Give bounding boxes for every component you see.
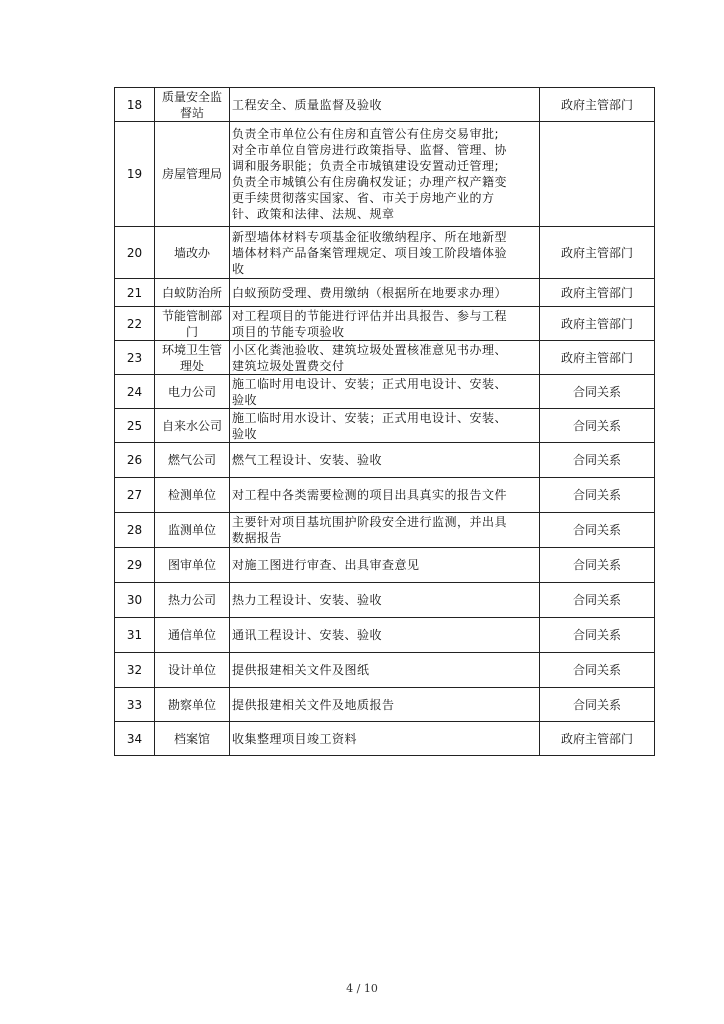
duty-text-line: 项目的节能专项验收: [232, 324, 345, 339]
duty-text-line: 收集整理项目竣工资料: [232, 731, 358, 746]
relationship-cell: 合同关系: [540, 653, 655, 688]
department-name-line: 墙改办: [173, 245, 210, 260]
relationship-cell: 政府主管部门: [540, 307, 655, 341]
relationship-cell: 政府主管部门: [540, 279, 655, 307]
department-cell: [155, 279, 230, 307]
department-cell: [155, 443, 230, 478]
duty-text-line: 热力工程设计、安装、验收: [232, 593, 383, 607]
department-cell: [155, 513, 230, 548]
row-number-cell: 22: [115, 307, 155, 341]
duty-text-line: 对工程项目的节能进行评估并出具报告、参与工程: [232, 308, 508, 323]
row-number-cell: 23: [115, 341, 155, 375]
relationship-cell: 合同关系: [540, 513, 655, 548]
duty-cell: [230, 341, 540, 375]
duty-cell: [230, 688, 540, 722]
relationship-cell: 合同关系: [540, 478, 655, 513]
duty-cell: [230, 478, 540, 513]
department-name-line: 电力公司: [167, 384, 216, 399]
row-number-cell: 29: [115, 548, 155, 583]
duty-text-line: 主要针对项目基坑围护阶段安全进行监测，并出具: [232, 515, 508, 529]
row-number-cell: 26: [115, 443, 155, 478]
table-row: [115, 122, 655, 227]
row-number-cell: 19: [115, 122, 155, 227]
duty-text-line: 针、政策和法律、法规、规章: [232, 207, 395, 221]
table-row: [115, 722, 655, 756]
department-name-line: 档案馆: [173, 731, 210, 746]
department-name-line: 质量安全监: [161, 89, 222, 104]
duty-text-line: 燃气工程设计、安装、验收: [232, 453, 383, 467]
relationship-cell: 政府主管部门: [540, 722, 655, 756]
relationship-cell: 合同关系: [540, 688, 655, 722]
table-row: [115, 227, 655, 279]
department-name-line: 督站: [179, 105, 204, 120]
department-cell: [155, 409, 230, 443]
department-cell: [155, 722, 230, 756]
department-cell: [155, 688, 230, 722]
table-row: [115, 513, 655, 548]
department-cell: [155, 307, 230, 341]
table-row: [115, 548, 655, 583]
department-name-line: 勘察单位: [167, 697, 216, 712]
department-name-line: 监测单位: [167, 523, 216, 537]
duty-text-line: 对全市单位自管房进行政策指导、监督、管理、协: [232, 143, 508, 157]
department-name-line: 图审单位: [167, 558, 216, 572]
department-name-line: 设计单位: [167, 663, 216, 677]
relationship-cell: 合同关系: [540, 443, 655, 478]
row-number-cell: 33: [115, 688, 155, 722]
duty-text-line: 负责全市城镇公有住房确权发证；办理产权产籍变: [232, 175, 508, 189]
row-number-cell: 25: [115, 409, 155, 443]
department-cell: [155, 548, 230, 583]
duty-text-line: 通讯工程设计、安装、验收: [232, 628, 383, 642]
table-row: [115, 618, 655, 653]
duty-text-line: 新型墙体材料专项基金征收缴纳程序、所在地新型: [232, 229, 508, 244]
table-row: [115, 307, 655, 341]
relationship-cell: [540, 122, 655, 227]
department-cell: [155, 478, 230, 513]
row-number-cell: 31: [115, 618, 155, 653]
duty-text-line: 小区化粪池验收、建筑垃圾处置核准意见书办理、: [232, 342, 508, 357]
page-number: 4 / 10: [346, 982, 378, 995]
duty-cell: [230, 722, 540, 756]
department-name-line: 检测单位: [167, 488, 216, 502]
department-name-line: 环境卫生管: [161, 342, 222, 357]
relationship-cell: 政府主管部门: [540, 341, 655, 375]
relationship-cell: 政府主管部门: [540, 88, 655, 122]
department-name-line: 通信单位: [167, 628, 216, 642]
row-number-cell: 28: [115, 513, 155, 548]
duty-cell: [230, 653, 540, 688]
row-number-cell: 27: [115, 478, 155, 513]
duty-text-line: 负责全市单位公有住房和直管公有住房交易审批;: [232, 127, 500, 141]
department-cell: [155, 583, 230, 618]
row-number-cell: 30: [115, 583, 155, 618]
duty-text-line: 白蚁预防受理、费用缴纳（根据所在地要求办理）: [232, 285, 508, 300]
duty-cell: [230, 583, 540, 618]
row-number-cell: 24: [115, 375, 155, 409]
department-cell: [155, 618, 230, 653]
table-row: [115, 409, 655, 443]
table-row: [115, 688, 655, 722]
department-name-line: 节能管制部: [161, 308, 222, 323]
duty-text-line: 施工临时用水设计、安装；正式用电设计、安装、: [232, 410, 508, 425]
table-row: [115, 341, 655, 375]
duty-cell: [230, 279, 540, 307]
department-name-line: 房屋管理局: [161, 167, 222, 181]
duty-cell: [230, 307, 540, 341]
table-row: [115, 375, 655, 409]
duty-text-line: 提供报建相关文件及地质报告: [232, 697, 395, 712]
duty-text-line: 墙体材料产品备案管理规定、项目竣工阶段墙体验: [232, 245, 508, 260]
department-cell: [155, 341, 230, 375]
duty-cell: [230, 618, 540, 653]
duty-text-line: 验收: [232, 426, 258, 441]
relationship-cell: 合同关系: [540, 583, 655, 618]
duty-text-line: 验收: [232, 392, 258, 407]
relationship-cell: 政府主管部门: [540, 227, 655, 279]
duty-text-line: 提供报建相关文件及图纸: [232, 663, 370, 677]
department-cell: [155, 653, 230, 688]
duty-cell: [230, 548, 540, 583]
department-name-line: 自来水公司: [161, 418, 222, 433]
department-cell: [155, 122, 230, 227]
table-row: [115, 279, 655, 307]
department-name-line: 门: [185, 324, 198, 339]
table-row: [115, 478, 655, 513]
organization-duty-table: [114, 87, 655, 756]
row-number-cell: 21: [115, 279, 155, 307]
relationship-cell: 合同关系: [540, 409, 655, 443]
duty-text-line: 调和服务职能；负责全市城镇建设安置动迁管理;: [232, 159, 500, 173]
duty-cell: [230, 443, 540, 478]
duty-text-line: 对工程中各类需要检测的项目出具真实的报告文件: [232, 488, 508, 502]
duty-cell: [230, 375, 540, 409]
relationship-cell: 合同关系: [540, 548, 655, 583]
row-number-cell: 18: [115, 88, 155, 122]
duty-text-line: 收: [232, 261, 245, 276]
relationship-cell: 合同关系: [540, 375, 655, 409]
duty-text-line: 建筑垃圾处置费交付: [232, 358, 345, 373]
duty-text-line: 更手续贯彻落实国家、省、市关于房地产业的方: [232, 191, 495, 205]
table-row: [115, 443, 655, 478]
duty-text-line: 施工临时用电设计、安装；正式用电设计、安装、: [232, 376, 508, 391]
duty-text-line: 数据报告: [232, 531, 283, 545]
department-name-line: 热力公司: [167, 593, 216, 607]
duty-cell: [230, 122, 540, 227]
department-cell: [155, 375, 230, 409]
duty-text-line: 对施工图进行审查、出具审查意见: [232, 558, 420, 572]
row-number-cell: 32: [115, 653, 155, 688]
duty-cell: [230, 513, 540, 548]
department-name-line: 燃气公司: [167, 453, 216, 467]
department-cell: [155, 227, 230, 279]
table-body: [115, 88, 655, 756]
table-row: [115, 653, 655, 688]
department-cell: [155, 88, 230, 122]
table-row: [115, 583, 655, 618]
row-number-cell: 20: [115, 227, 155, 279]
department-name-line: 白蚁防治所: [161, 285, 222, 300]
table-row: [115, 88, 655, 122]
relationship-cell: 合同关系: [540, 618, 655, 653]
duty-cell: [230, 409, 540, 443]
duty-cell: [230, 88, 540, 122]
department-name-line: 理处: [179, 358, 204, 373]
row-number-cell: 34: [115, 722, 155, 756]
duty-text-line: 工程安全、质量监督及验收: [232, 97, 383, 112]
duty-cell: [230, 227, 540, 279]
